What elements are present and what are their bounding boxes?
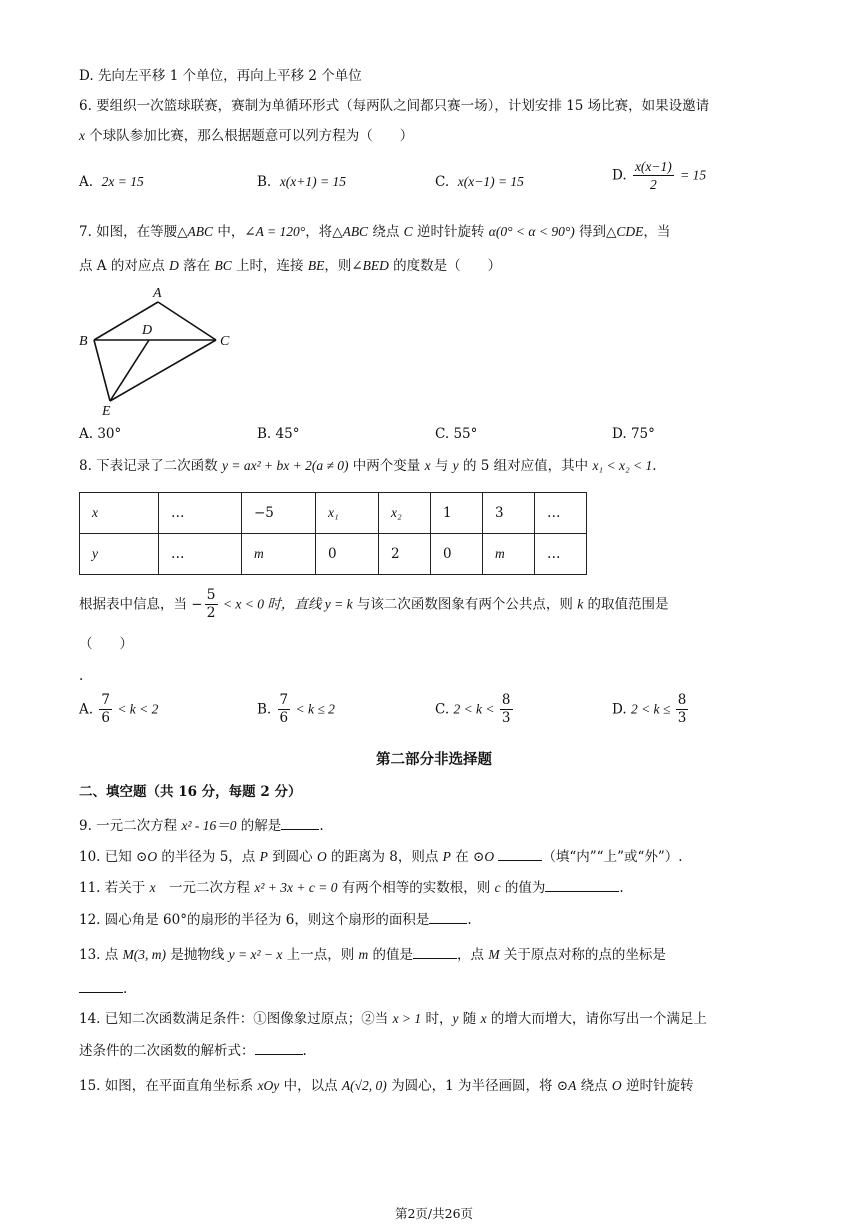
label-a: A (153, 286, 162, 301)
table-cell: … (159, 493, 242, 534)
answer-blank (255, 1040, 303, 1055)
q12-line: 12. 圆心角是 60°的扇形的半径为 6，则这个扇形的面积是 . (79, 909, 472, 930)
table-row-x (80, 493, 587, 534)
q8-option-c: C. 2 < k < $\frac{8}{3}$ (435, 692, 511, 726)
q10-line: 10. 已知 ⊙O 的半径为 5，点 P 到圆心 O 的距离为 8，则点 P 在 ⊙O （填“内”“上”或“外”）. (79, 846, 683, 867)
part2-heading: 第二部分非选择题 (376, 751, 492, 768)
table-cell: m (242, 534, 316, 575)
segment-ce (110, 340, 216, 401)
table-cell: x₁ (316, 493, 379, 534)
q6-option-d: D. $\frac{x(x-1)}{2}$ = 15 (612, 159, 707, 192)
q8-dot: . (79, 668, 84, 684)
table-cell: 3 (483, 493, 535, 534)
q8-stem-line2: 根据表中信息，当 − $\frac{5}{2}$ < x < 0 时，直线 y = k 与该二次函数图象有两个公共点，则 k 的取值范围是 (79, 587, 669, 621)
table-cell: 0 (431, 534, 483, 575)
q8-option-b: B. $\frac{7}{6}$ < k ≤ 2 (257, 692, 335, 726)
answer-blank (498, 846, 542, 861)
table-cell: x₂ (379, 493, 431, 534)
table-row-y (80, 534, 587, 575)
table-cell: 1 (431, 493, 483, 534)
section2-heading: 二、填空题（共 16 分，每题 2 分） (79, 784, 302, 800)
q7-stem-line2: 点 A 的对应点 D 落在 BC 上时，连接 BE，则∠BED 的度数是（ ） (79, 258, 502, 274)
q6-option-a: A. 2x = 15 (79, 174, 144, 190)
q13-line1: 13. 点 M(3, m) 是抛物线 y = x² − x 上一点，则 m 的值是 ，点 M 关于原点对称的点的坐标是 (79, 944, 666, 965)
table-cell: −5 (242, 493, 316, 534)
q7-triangle-figure (70, 282, 250, 422)
q7-option-b: B. 45° (257, 426, 300, 442)
label-d: D (142, 323, 153, 338)
answer-blank (429, 909, 467, 924)
table-cell: 0 (316, 534, 379, 575)
segment-de (110, 340, 149, 401)
segment-be (94, 340, 110, 401)
table-cell: 2 (379, 534, 431, 575)
table-cell: … (535, 493, 587, 534)
answer-blank (281, 815, 319, 830)
answer-blank (545, 877, 619, 892)
table-cell: y (80, 534, 159, 575)
q9-line: 9. 一元二次方程 x² - 16＝0 的解是 . (79, 815, 324, 836)
answer-blank (79, 978, 123, 993)
table-cell: x (80, 493, 159, 534)
q6-option-b: B. x(x+1) = 15 (257, 174, 347, 190)
table-cell: … (159, 534, 242, 575)
q8-option-d: D. 2 < k ≤ $\frac{8}{3}$ (612, 692, 687, 726)
label-e: E (102, 404, 111, 419)
q8-stem-line1: 8. 下表记录了二次函数 y = ax² + bx + 2(a ≠ 0) 中两个变量 x 与 y 的 5 组对应值，其中 x₁ < x₂ < 1. (79, 458, 657, 474)
answer-blank (413, 944, 457, 959)
q7-option-a: A. 30° (79, 426, 122, 442)
q6-stem-line1: 6. 要组织一次篮球联赛，赛制为单循环形式（每两队之间都只赛一场），计划安排 15 场比赛，如果设邀请 (79, 98, 710, 114)
table-cell: … (535, 534, 587, 575)
q8-option-a: A. $\frac{7}{6}$ < k < 2 (79, 692, 159, 726)
segment-ac (158, 302, 216, 340)
q6-d-fraction: $\frac{x(x-1)}{2}$ (634, 159, 672, 192)
q14-line2: 述条件的二次函数的解析式： . (79, 1040, 307, 1061)
q8-answer-paren: （ ） (79, 636, 133, 652)
q15-line: 15. 如图，在平面直角坐标系 xOy 中，以点 A(√2, 0) 为圆心，1 为半径画圆，将 ⊙A 绕点 O 逆时针旋转 (79, 1078, 694, 1094)
q13-line2: . (79, 978, 127, 999)
label-c: C (220, 334, 230, 349)
q7-option-c: C. 55° (435, 426, 478, 442)
q5-option-d: D. 先向左平移 1 个单位，再向上平移 2 个单位 (79, 68, 362, 84)
q7-option-d: D. 75° (612, 426, 655, 442)
q14-line1: 14. 已知二次函数满足条件：①图像象过原点；②当 x > 1 时，y 随 x 的增大而增大，请你写出一个满足上 (79, 1011, 707, 1027)
label-b: B (79, 334, 88, 349)
q7-stem-line1: 7. 如图，在等腰△ABC 中，∠A = 120°，将△ABC 绕点 C 逆时针旋转 α(0° < α < 90°) 得到△CDE，当 (79, 224, 671, 240)
q8-value-table (79, 492, 587, 575)
table-cell: m (483, 534, 535, 575)
q6-stem-line2: x 个球队参加比赛，那么根据题意可以列方程为（ ） (79, 128, 414, 144)
page-footer: 第2页/共26页 (394, 1206, 474, 1221)
q6-option-c: C. x(x−1) = 15 (435, 174, 524, 190)
q11-line: 11. 若关于 x 一元二次方程 x² + 3x + c = 0 有两个相等的实数根，则 c 的值为 . (79, 877, 624, 898)
